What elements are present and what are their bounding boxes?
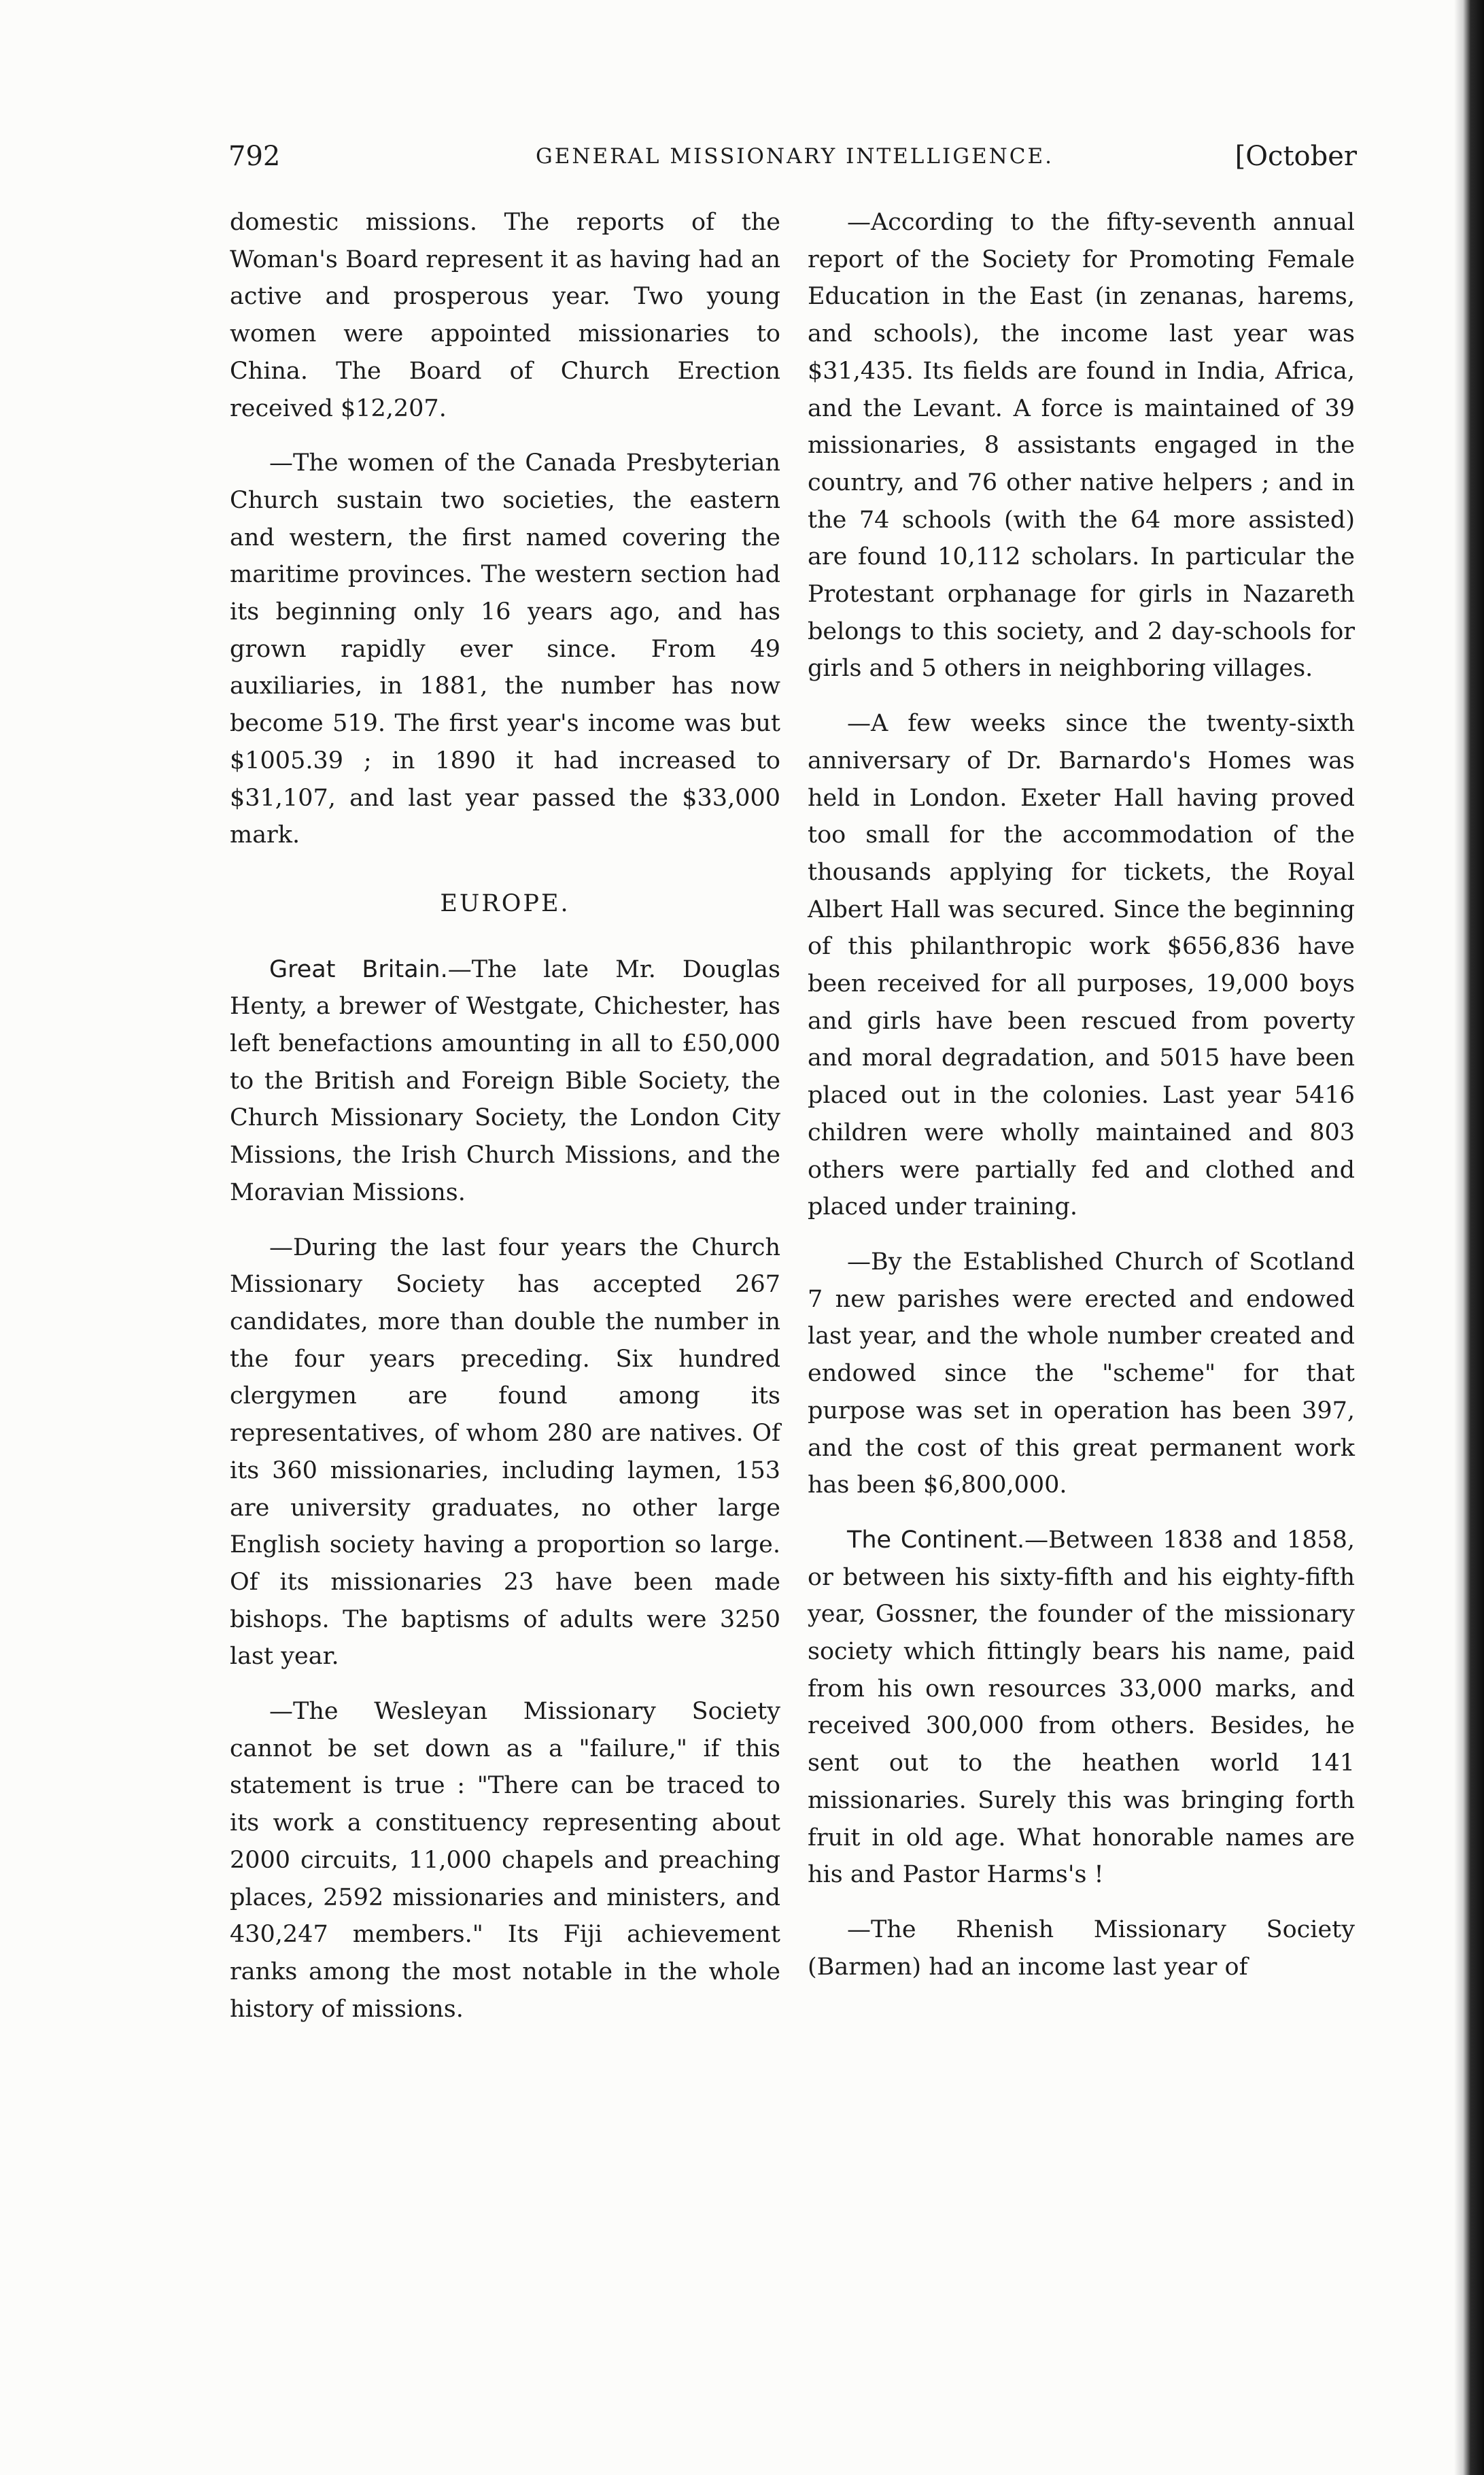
paragraph-body: —The late Mr. Douglas Henty, a brewer of Westgate, Chichester, has left benefactions amounting in all to £50,000 to the British and Foreign Bible Society, the Church Missionary Society, the London City Missions, the Irish Church Missions, and the Moravian Missions.	[230, 955, 780, 1206]
running-title: GENERAL MISSIONARY INTELLIGENCE.	[536, 144, 1054, 169]
paragraph: —The women of the Canada Presbyterian Church sustain two societies, the eastern and western, the first named covering the maritime provinces. The western section had its beginning only 16 years ago, and has grown rapidly ever since. From 49 auxiliaries, in 1881, the number has now become 519. The first year's income was but $1005.39 ; in 1890 it had increased to $31,107, and last year passed the $33,000 mark.	[230, 449, 780, 849]
paragraph: domestic missions. The reports of the Woman's Board represent it as having had an active and prosperous year. Two young women were appointed missionaries to China. The Board of Church Erection received $12,207.	[230, 209, 780, 422]
paragraph: —During the last four years the Church Missionary Society has accepted 267 candidates, more than double the number in the four years preceding. Six hundred clergymen are found among its representatives, of whom 280 are natives. Of its 360 missionaries, including laymen, 153 are university graduates, no other large English society having a proportion so large. Of its missionaries 23 have been made bishops. The baptisms of adults were 3250 last year.	[230, 1233, 780, 1671]
section-heading: EUROPE.	[440, 889, 570, 917]
binding-shadow	[1454, 0, 1484, 2475]
issue-month: [October	[1235, 141, 1357, 172]
paragraph-body: —Between 1838 and 1858, or between his sixty-fifth and his eighty-fifth year, Gossner, the founder of the missionary society which fittingly bears his name, paid from his own resources 33,000 marks, and received 300,000 from others. Besides, he sent out to the heathen world 141 missionaries. Surely this was bringing forth fruit in old age. What honorable names are his and Pastor Harms's !	[808, 1526, 1356, 1889]
page-number: 792	[228, 141, 281, 172]
paragraph	[230, 951, 780, 1212]
paragraph-lead: Great Britain.	[269, 955, 448, 983]
paragraph: —By the Established Church of Scotland 7 new parishes were erected and endowed last year, and the whole number created and endowed since the "scheme" for that purpose was set in operation has been 397, and the cost of this great permanent work has been $6,800,000.	[808, 1248, 1355, 1499]
paragraph: —According to the fifty-seventh annual report of the Society for Promoting Female Education in the East (in zenanas, harems, and schools), the income last year was $31,435. Its fields are found in India, Africa, and the Levant. A force is maintained of 39 missionaries, 8 assistants engaged in the country, and 76 other native helpers ; and in the 74 schools (with the 64 more assisted) are found 10,112 scholars. In particular the Protestant orphanage for girls in Nazareth belongs to this society, and 2 day-schools for girls and 5 others in neighboring villages.	[808, 209, 1355, 683]
paragraph	[808, 1522, 1355, 1894]
running-head	[228, 136, 1357, 177]
paragraph: —The Rhenish Missionary Society (Barmen) had an income last year of	[808, 1915, 1355, 1981]
paragraph: —The Wesleyan Missionary Society cannot be set down as a "failure," if this statement is true : "There can be traced to its work a constituency representing about 2000 circuits, 11,000 chapels and preaching places, 2592 missionaries and ministers, and 430,247 members." Its Fiji achievement ranks among the most notable in the whole history of missions.	[230, 1698, 780, 2023]
paragraph-lead: The Continent.	[847, 1526, 1025, 1554]
left-column	[230, 204, 780, 2045]
right-column	[808, 204, 1355, 2003]
paragraph: —A few weeks since the twenty-sixth anniversary of Dr. Barnardo's Homes was held in London. Exeter Hall having proved too small for the accommodation of the thousands applying for tickets, the Royal Albert Hall was secured. Since the beginning of this philanthropic work $656,836 have been received for all purposes, 19,000 boys and girls have been rescued from poverty and moral degradation, and 5015 have been placed out in the colonies. Last year 5416 children were wholly maintained and 803 others were partially fed and clothed and placed under training.	[808, 710, 1355, 1221]
